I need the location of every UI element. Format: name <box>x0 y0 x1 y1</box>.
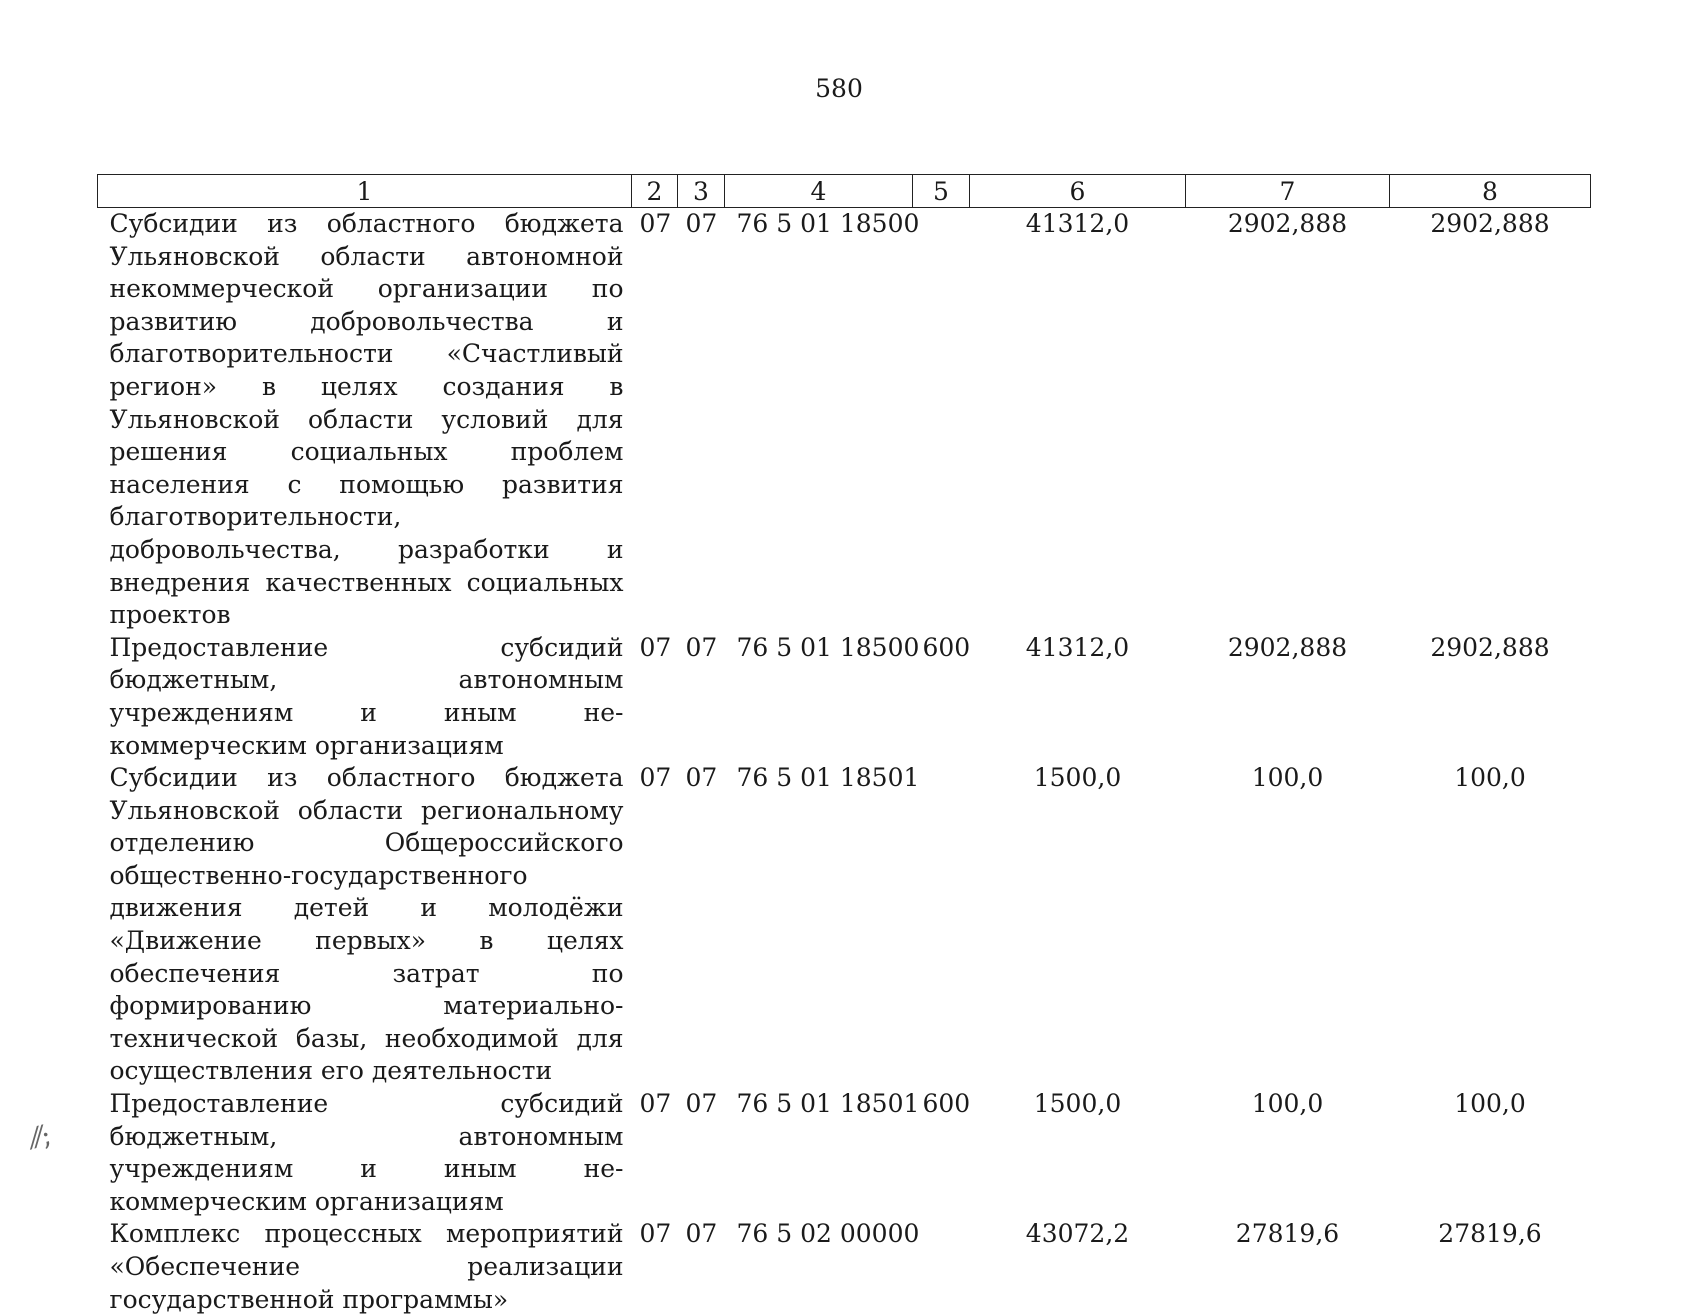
expense-type-code: 600 <box>922 632 971 662</box>
row-description: Субсидии из областного бюджета Ульяновской области региональному отделению Общероссийского общественно-государственного движения детей и молодёжи «Движение первых» в целях обеспечения затрат по формированию материально-технической базы, необходимой для осуществления его деятельности <box>109 763 624 1086</box>
row-description: Предоставление субсидий бюджетным, автономным учреждениям и иным некоммерческим организациям <box>109 632 624 760</box>
table-row <box>98 762 1591 1088</box>
expense-type-code <box>913 762 970 1088</box>
expense-type-code <box>913 1218 970 1316</box>
target-article-code: 76 5 01 18501 <box>736 763 920 793</box>
amount-column-6: 41312,0 <box>1025 209 1130 238</box>
budget-table <box>97 174 1591 1316</box>
amount-column-8: 100,0 <box>1454 1089 1526 1119</box>
amount-column-6: 43072,2 <box>1025 1219 1130 1249</box>
amount-column-6: 1500,0 <box>1033 763 1122 793</box>
target-article-code: 76 5 02 00000 <box>736 1219 920 1249</box>
amount-column-8: 2902,888 <box>1430 632 1550 662</box>
table-row <box>98 1218 1591 1316</box>
amount-column-7: 2902,888 <box>1227 209 1348 238</box>
row-description: Субсидии из областного бюджета Ульяновской области автономной некоммерческой организации по развитию добровольчества и благотворительности «Счастливый регион» в целях создания в Ульяновской области условий для решения социальных проблем населения с помощью развития благотворительности, добровольчества, разработки и внедрения качественных социальных проектов <box>109 209 624 630</box>
column-header: 2 <box>632 175 678 208</box>
amount-column-8: 2902,888 <box>1430 209 1550 238</box>
page-number: 580 <box>815 74 863 103</box>
target-article-code: 76 5 01 18501 <box>736 1089 920 1119</box>
table-row <box>98 1088 1591 1218</box>
column-header: 4 <box>725 175 913 208</box>
expense-type-code <box>913 208 970 632</box>
column-number-header <box>98 175 1591 208</box>
amount-column-6: 1500,0 <box>1033 1089 1122 1119</box>
column-header: 3 <box>678 175 725 208</box>
table-row <box>98 208 1591 632</box>
section-code: 07 <box>639 209 672 238</box>
amount-column-6: 41312,0 <box>1025 632 1130 662</box>
subsection-code: 07 <box>685 632 718 662</box>
row-description: Предоставление субсидий бюджетным, автономным учреждениям и иным некоммерческим организациям <box>109 1089 624 1216</box>
section-code: 07 <box>639 632 672 662</box>
subsection-code: 07 <box>685 209 718 238</box>
column-header: 1 <box>98 175 632 208</box>
section-code: 07 <box>639 1219 672 1249</box>
amount-column-7: 100,0 <box>1251 1089 1324 1119</box>
target-article-code: 76 5 01 18500 <box>736 632 920 662</box>
table-row <box>98 632 1591 762</box>
target-article-code: 76 5 01 18500 <box>736 209 920 238</box>
column-header: 8 <box>1390 175 1591 208</box>
column-header: 6 <box>970 175 1186 208</box>
column-header: 7 <box>1186 175 1390 208</box>
subsection-code: 07 <box>685 763 718 793</box>
budget-table-container <box>97 174 1590 1316</box>
section-code: 07 <box>639 763 672 793</box>
section-code: 07 <box>639 1089 672 1119</box>
subsection-code: 07 <box>685 1219 718 1249</box>
amount-column-7: 27819,6 <box>1235 1219 1340 1249</box>
row-description: Комплекс процессных мероприятий «Обеспечение реализации государственной программы» <box>109 1219 624 1314</box>
amount-column-8: 100,0 <box>1454 763 1526 793</box>
amount-column-8: 27819,6 <box>1438 1219 1542 1249</box>
amount-column-7: 100,0 <box>1251 763 1324 793</box>
column-header: 5 <box>913 175 970 208</box>
expense-type-code: 600 <box>922 1089 971 1119</box>
amount-column-7: 2902,888 <box>1227 632 1348 662</box>
subsection-code: 07 <box>685 1089 718 1119</box>
handwritten-margin-mark: ⁄⁄; <box>28 1118 55 1155</box>
